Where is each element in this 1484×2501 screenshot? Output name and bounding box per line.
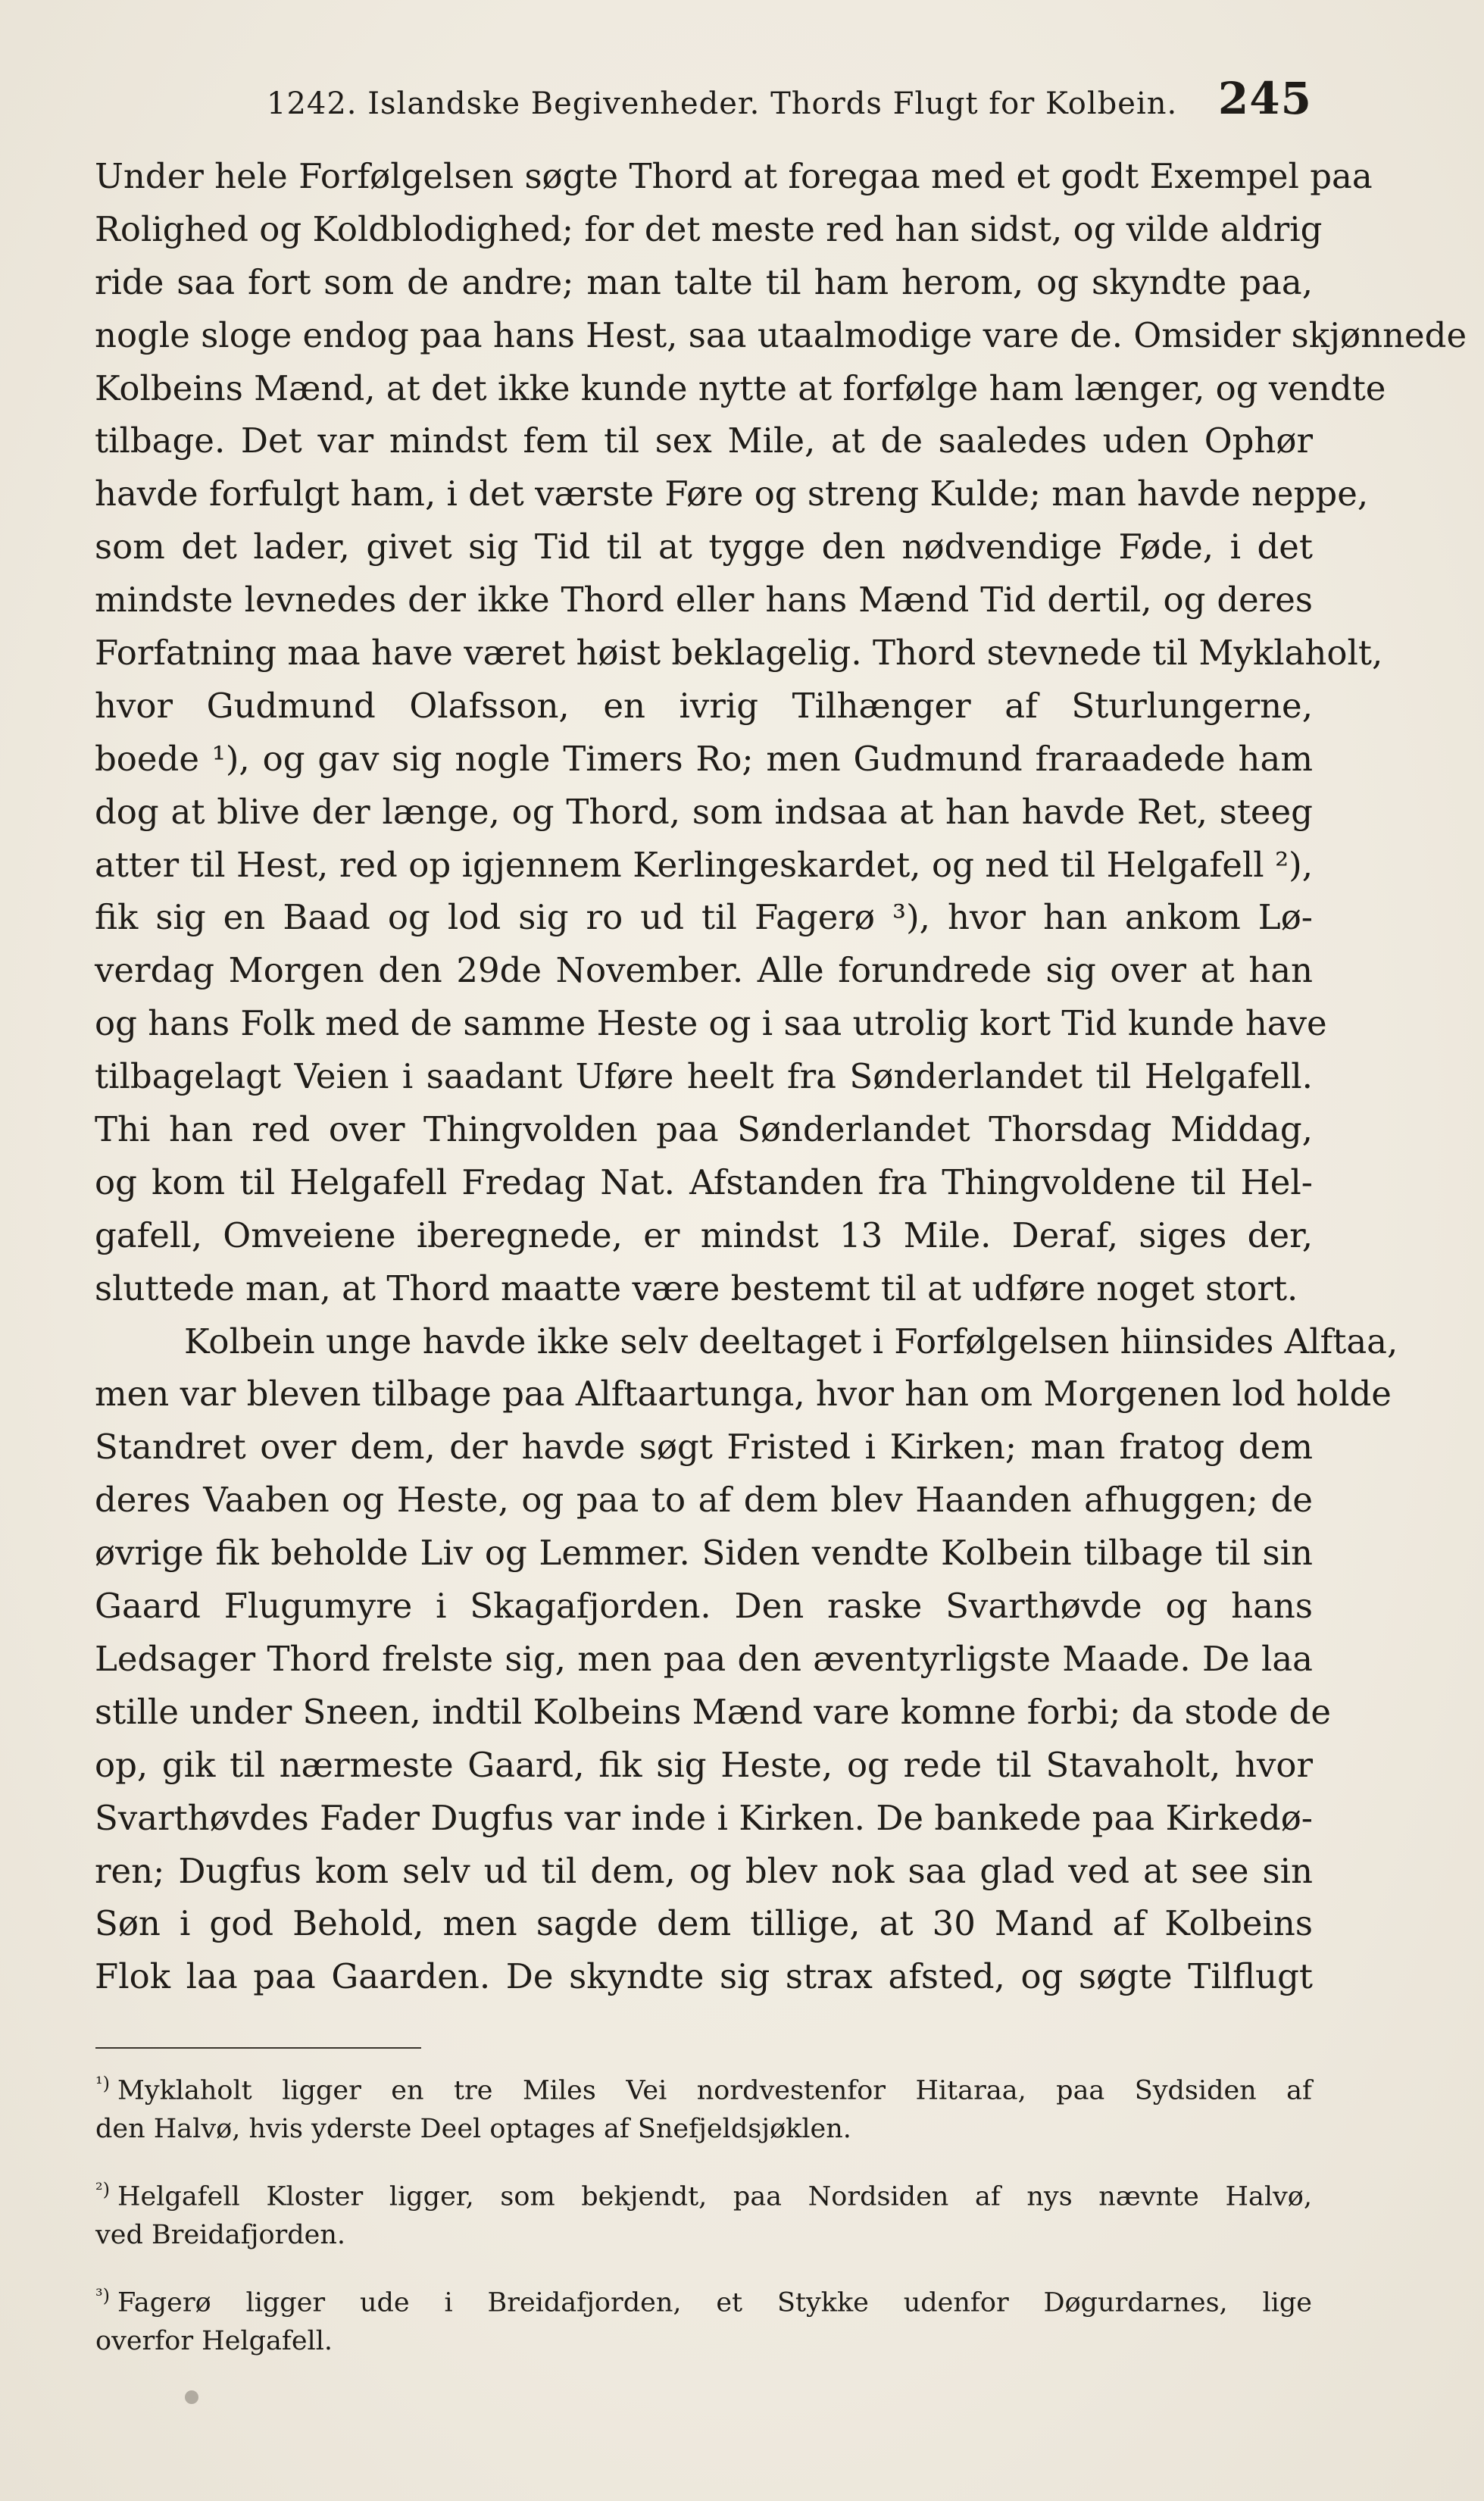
footnote-line: [95, 2273, 1312, 2318]
text-line: dog at blive der længe, og Thord, som indsaa at han havde Ret, steeg: [95, 791, 1313, 832]
text-line: nogle sloge endog paa hans Hest, saa utaalmodige vare de. Omsider skjønnede: [95, 314, 1467, 355]
text-line: Rolighed og Koldblodighed; for det meste red han sidst, og vilde aldrig: [95, 208, 1323, 249]
footnote-text: Helgafell Kloster ligger, som bekjendt, paa Nordsiden af nys nævnte Halvø,: [117, 2181, 1312, 2212]
text-line: Under hele Forfølgelsen søgte Thord at foregaa med et godt Exempel paa: [95, 156, 1373, 196]
text-line: deres Vaaben og Heste, og paa to af dem blev Haanden afhuggen; de: [95, 1480, 1313, 1521]
text-line: Forfatning maa have været høist beklagelig. Thord stevnede til Myklaholt,: [95, 633, 1383, 674]
footnote-marker: ²): [95, 2179, 110, 2200]
footnote-line: overfor Helgafell.: [95, 2326, 333, 2356]
text-line: atter til Hest, red op igjennem Kerlingeskardet, og ned til Helgafell ²),: [95, 844, 1313, 885]
text-line: men var bleven tilbage paa Alftaartunga, hvor han om Morgenen lod holde: [95, 1374, 1392, 1415]
footnote-divider: [95, 2047, 421, 2049]
text-line: op, gik til nærmeste Gaard, fik sig Heste, og rede til Stavaholt, hvor: [95, 1744, 1313, 1785]
text-line: Standret over dem, der havde søgt Fristed i Kirken; man fratog dem: [95, 1427, 1313, 1468]
text-line: stille under Sneen, indtil Kolbeins Mænd vare komne forbi; da stode de: [95, 1691, 1332, 1732]
footnotes: [95, 2061, 1312, 2379]
footnote-line: ved Breidafjorden.: [95, 2220, 346, 2250]
text-line: tilbagelagt Veien i saadant Uføre heelt fra Sønderlandet til Helgafell.: [95, 1056, 1313, 1097]
footnote-3: [95, 2273, 1312, 2364]
text-line: Ledsager Thord frelste sig, men paa den æventyrligste Maade. De laa: [95, 1638, 1313, 1679]
text-line: boede ¹), og gav sig nogle Timers Ro; men Gudmund fraraadede ham: [95, 738, 1313, 779]
text-line: Svarthøvdes Fader Dugfus var inde i Kirken. De bankede paa Kirkedø-: [95, 1797, 1313, 1838]
ink-speck: [185, 2390, 198, 2404]
text-line: ren; Dugfus kom selv ud til dem, og blev nok saa glad ved at see sin: [95, 1850, 1313, 1891]
text-line: Gaard Flugumyre i Skagafjorden. Den raske Svarthøvde og hans: [95, 1586, 1313, 1627]
text-line: hvor Gudmund Olafsson, en ivrig Tilhænger af Sturlungerne,: [95, 685, 1313, 726]
footnote-marker: ¹): [95, 2073, 110, 2094]
text-line: mindste levnedes der ikke Thord eller hans Mænd Tid dertil, og deres: [95, 580, 1313, 621]
text-line: ride saa fort som de andre; man talte til ham herom, og skyndte paa,: [95, 261, 1313, 302]
running-head: [258, 73, 1333, 141]
footnote-line: [95, 2167, 1312, 2212]
footnote-line: den Halvø, hvis yderste Deel optages af Snefjeldsjøklen.: [95, 2114, 851, 2144]
footnote-line: [95, 2061, 1312, 2106]
footnote-1: [95, 2061, 1312, 2152]
text-line: Søn i god Behold, men sagde dem tillige, at 30 Mand af Kolbeins: [95, 1903, 1313, 1944]
text-line: havde forfulgt ham, i det værste Føre og streng Kulde; man havde neppe,: [95, 474, 1369, 514]
text-line: Thi han red over Thingvolden paa Sønderlandet Thorsdag Middag,: [95, 1109, 1313, 1150]
body-text: [95, 150, 1467, 2003]
text-line: øvrige fik beholde Liv og Lemmer. Siden vendte Kolbein tilbage til sin: [95, 1533, 1313, 1574]
text-line: tilbage. Det var mindst fem til sex Mile, at de saaledes uden Ophør: [95, 420, 1313, 461]
text-line: gafell, Omveiene iberegnede, er mindst 13 Mile. Deraf, siges der,: [95, 1215, 1313, 1255]
text-line: som det lader, givet sig Tid til at tygge den nødvendige Føde, i det: [95, 527, 1313, 567]
paragraph-start-line: Kolbein unge havde ikke selv deeltaget i Forfølgelsen hiinsides Alftaa,: [184, 1321, 1398, 1361]
running-head-title: 1242. Islandske Begivenheder. Thords Flugt for Kolbein.: [267, 86, 1178, 121]
text-line: og hans Folk med de samme Heste og i saa utrolig kort Tid kunde have: [95, 1003, 1327, 1044]
footnote-text: Myklaholt ligger en tre Miles Vei nordvestenfor Hitaraa, paa Sydsiden af: [117, 2075, 1312, 2106]
footnote-2: [95, 2167, 1312, 2258]
text-line: Kolbeins Mænd, at det ikke kunde nytte at forfølge ham længer, og vendte: [95, 367, 1386, 408]
text-line: verdag Morgen den 29de November. Alle forundrede sig over at han: [95, 950, 1313, 991]
page-number: 245: [1217, 73, 1312, 124]
footnote-text: Fagerø ligger ude i Breidafjorden, et Stykke udenfor Døgurdarnes, lige: [117, 2287, 1312, 2318]
footnote-marker: ³): [95, 2285, 110, 2306]
text-line: fik sig en Baad og lod sig ro ud til Fagerø ³), hvor han ankom Lø-: [95, 897, 1313, 938]
text-line: og kom til Helgafell Fredag Nat. Afstanden fra Thingvoldene til Hel-: [95, 1161, 1313, 1202]
text-line: sluttede man, at Thord maatte være bestemt til at udføre noget stort.: [95, 1268, 1298, 1308]
text-line: Flok laa paa Gaarden. De skyndte sig strax afsted, og søgte Tilflugt: [95, 1956, 1313, 1997]
